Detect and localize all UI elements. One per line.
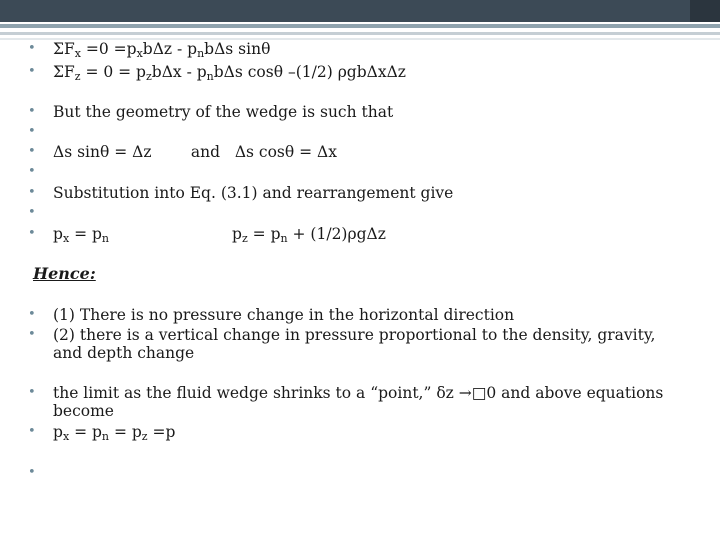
- bullet: •: [28, 124, 36, 139]
- bullet: •: [28, 327, 36, 342]
- substitution-text: Substitution into Eq. (3.1) and rearrangement give: [53, 184, 454, 202]
- result-b: $p_z = p_n + (1/2)\rho g\Delta z$: [232, 225, 386, 245]
- result-a: $p_x = p_n$: [53, 225, 110, 245]
- hence-heading: Hence:: [33, 264, 96, 283]
- limit-continued-text: become: [53, 402, 114, 420]
- title-bar-corner: [690, 0, 720, 22]
- point-2-text: (2) there is a vertical change in pressure proportional to the density, gravity,: [53, 326, 656, 344]
- bullet: •: [28, 64, 36, 79]
- bullet: •: [28, 104, 36, 119]
- bullet: •: [28, 424, 36, 439]
- header-rule: [0, 24, 720, 28]
- relation-text: Δs sinθ = Δz and Δs cosθ = Δx: [53, 143, 337, 161]
- bullet: •: [28, 205, 36, 220]
- bullet: •: [28, 226, 36, 241]
- limit-text: the limit as the fluid wedge shrinks to a “point,” δz →□0 and above equations: [53, 384, 664, 402]
- bullet: •: [28, 144, 36, 159]
- point-2-continued-text: and depth change: [53, 344, 195, 362]
- bullet: •: [28, 164, 36, 179]
- point-1-text: (1) There is no pressure change in the horizontal direction: [53, 306, 515, 324]
- equation-x: $\Sigma F_x =0 =p_xb\Delta z - p_nb\Delta s$ sinθ: [53, 40, 271, 60]
- bullet: •: [28, 185, 36, 200]
- bullet: •: [28, 385, 36, 400]
- header-rule-light: [0, 32, 720, 35]
- final-equation: $p_x = p_n = p_z =p$: [53, 423, 176, 443]
- geometry-text: But the geometry of the wedge is such that: [53, 103, 394, 121]
- bullet: •: [28, 465, 36, 480]
- title-bar: [0, 0, 720, 22]
- bullet: •: [28, 41, 36, 56]
- bullet: •: [28, 307, 36, 322]
- equation-z: $\Sigma F_z = 0 = p_zb\Delta x - p_nb\Delta s$ cosθ –(1/2) ρgbΔxΔz: [53, 63, 406, 83]
